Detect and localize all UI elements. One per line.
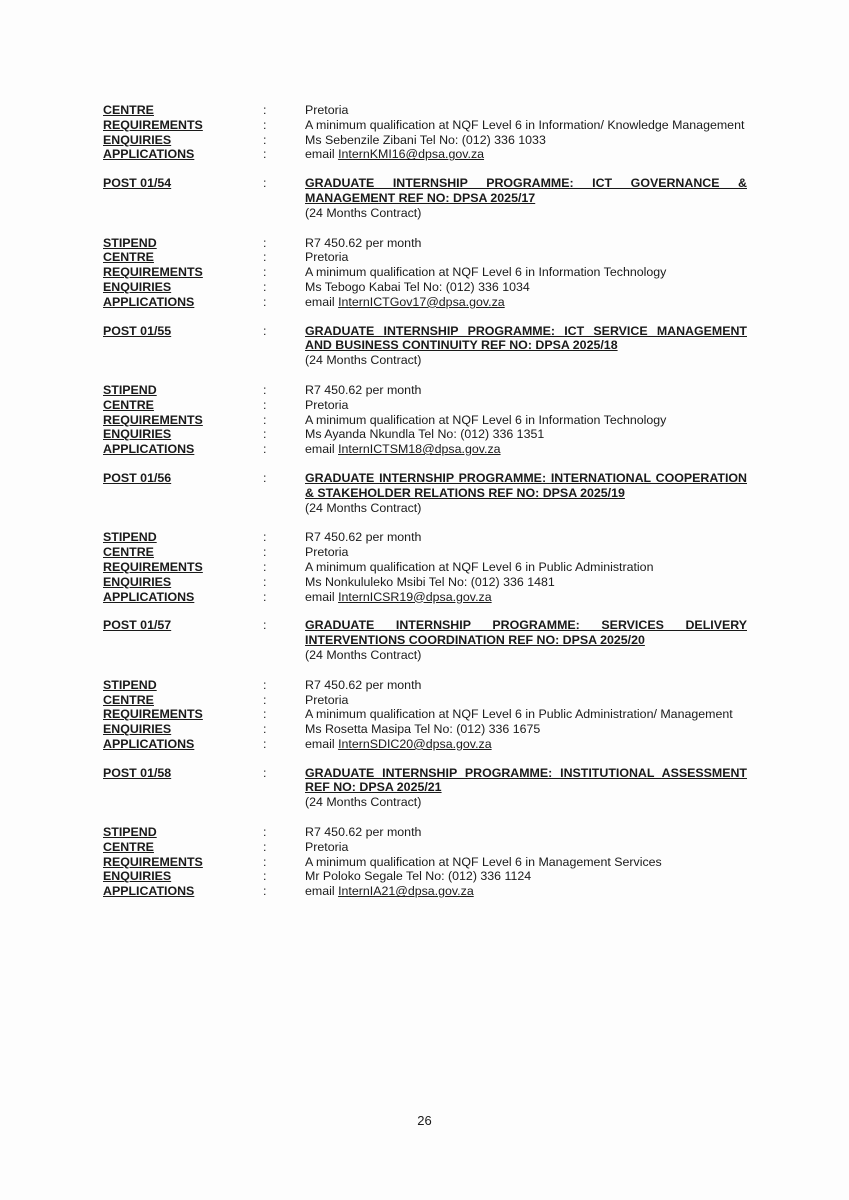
requirements-value: A minimum qualification at NQF Level 6 in Management Services	[305, 854, 662, 869]
requirements-label: REQUIREMENTS	[103, 559, 203, 574]
colon: :	[263, 839, 267, 854]
enquiries-row	[103, 722, 747, 737]
requirements-value: A minimum qualification at NQF Level 6 in Information Technology	[305, 412, 667, 427]
vacancy-listing	[103, 103, 747, 899]
post-title: GRADUATE INTERNSHIP PROGRAMME: SERVICES DELIVERY INTERVENTIONS COORDINATION REF NO: DPSA 2025/20	[305, 618, 747, 648]
page-number: 26	[417, 1113, 432, 1128]
centre-value: Pretoria	[305, 545, 349, 560]
email-prefix: email	[305, 736, 335, 751]
email-link[interactable]: InternIA21@dpsa.gov.za	[338, 884, 474, 899]
stipend-label: STIPEND	[103, 825, 157, 840]
centre-label: CENTRE	[103, 545, 154, 560]
centre-label: CENTRE	[103, 103, 154, 117]
centre-label: CENTRE	[103, 692, 154, 707]
applications-value	[305, 590, 747, 605]
colon: :	[263, 279, 267, 294]
stipend-value: R7 450.62 per month	[305, 382, 422, 397]
post-title-block	[305, 176, 747, 220]
colon: :	[263, 397, 267, 412]
posts-list	[103, 162, 747, 899]
colon: :	[263, 692, 267, 707]
enquiries-row	[103, 427, 747, 442]
applications-value	[305, 737, 747, 752]
post-title: GRADUATE INTERNSHIP PROGRAMME: ICT GOVERNANCE & MANAGEMENT REF NO: DPSA 2025/17	[305, 176, 747, 205]
requirements-row	[103, 265, 747, 280]
centre-row	[103, 840, 747, 855]
requirements-value: A minimum qualification at NQF Level 6 in Public Administration/ Management	[305, 707, 733, 722]
colon: :	[263, 235, 267, 250]
applications-value	[305, 295, 747, 310]
post-block	[103, 310, 747, 457]
stipend-value: R7 450.62 per month	[305, 235, 422, 250]
requirements-value: A minimum qualification at NQF Level 6 in Information Technology	[305, 265, 667, 280]
email-link[interactable]: InternICTSM18@dpsa.gov.za	[338, 442, 501, 457]
post-title: GRADUATE INTERNSHIP PROGRAMME: INSTITUTIONAL ASSESSMENT REF NO: DPSA 2025/21	[305, 765, 747, 795]
requirements-label: REQUIREMENTS	[103, 412, 203, 427]
requirements-row	[103, 560, 747, 575]
enquiries-label: ENQUIRIES	[103, 869, 172, 884]
stipend-label: STIPEND	[103, 382, 157, 397]
enquiries-label: ENQUIRIES	[103, 427, 172, 442]
centre-value: Pretoria	[305, 692, 349, 707]
applications-row	[103, 442, 747, 457]
post-header-row	[103, 618, 747, 662]
enquiries-value: Ms Tebogo Kabai Tel No: (012) 336 1034	[305, 279, 530, 294]
colon: :	[263, 677, 267, 692]
enquiries-label: ENQUIRIES	[103, 132, 172, 147]
enquiries-row	[103, 575, 747, 590]
applications-label: APPLICATIONS	[103, 294, 195, 309]
post-title: GRADUATE INTERNSHIP PROGRAMME: ICT SERVICE MANAGEMENT AND BUSINESS CONTINUITY REF NO: DPSA 2025/18	[305, 323, 747, 353]
colon: :	[263, 382, 267, 397]
stipend-value: R7 450.62 per month	[305, 530, 422, 545]
colon: :	[263, 470, 267, 485]
colon: :	[263, 442, 267, 457]
contract-note: (24 Months Contract)	[305, 795, 422, 810]
stipend-row	[103, 825, 747, 840]
post-block	[103, 604, 747, 751]
colon: :	[263, 884, 267, 899]
email-link[interactable]: InternICSR19@dpsa.gov.za	[338, 589, 492, 604]
stipend-row	[103, 678, 747, 693]
colon: :	[263, 265, 267, 280]
post-block	[103, 162, 747, 309]
post-label: POST 01/55	[103, 323, 172, 338]
applications-row	[103, 147, 747, 162]
applications-label: APPLICATIONS	[103, 736, 195, 751]
colon: :	[263, 294, 267, 309]
centre-label: CENTRE	[103, 250, 154, 265]
colon: :	[263, 132, 267, 147]
stipend-row	[103, 530, 747, 545]
centre-value: Pretoria	[305, 397, 349, 412]
post-label: POST 01/56	[103, 470, 172, 485]
colon: :	[263, 589, 267, 604]
post-title: GRADUATE INTERNSHIP PROGRAMME: INTERNATIONAL COOPERATION & STAKEHOLDER RELATIONS REF NO: DPSA 2025/19	[305, 470, 747, 500]
contract-note: (24 Months Contract)	[305, 500, 422, 515]
post-label: POST 01/57	[103, 618, 172, 633]
enquiries-row	[103, 869, 747, 884]
email-prefix: email	[305, 147, 335, 162]
applications-row	[103, 737, 747, 752]
centre-row	[103, 545, 747, 560]
requirements-value: A minimum qualification at NQF Level 6 in Information/ Knowledge Management	[305, 117, 745, 132]
requirements-label: REQUIREMENTS	[103, 707, 203, 722]
centre-value: Pretoria	[305, 250, 349, 265]
requirements-label: REQUIREMENTS	[103, 117, 203, 132]
colon: :	[263, 722, 267, 737]
colon: :	[263, 765, 267, 780]
post-block	[103, 752, 747, 899]
colon: :	[263, 427, 267, 442]
colon: :	[263, 618, 267, 633]
centre-value: Pretoria	[305, 103, 349, 117]
colon: :	[263, 147, 267, 162]
enquiries-value: Mr Poloko Segale Tel No: (012) 336 1124	[305, 869, 532, 884]
colon: :	[263, 825, 267, 840]
post-label: POST 01/54	[103, 176, 172, 191]
stipend-label: STIPEND	[103, 235, 157, 250]
colon: :	[263, 103, 267, 117]
requirements-label: REQUIREMENTS	[103, 265, 203, 280]
centre-value: Pretoria	[305, 839, 349, 854]
post-header-row	[103, 324, 747, 368]
contract-note: (24 Months Contract)	[305, 647, 422, 662]
stipend-label: STIPEND	[103, 530, 157, 545]
email-prefix: email	[305, 294, 335, 309]
colon: :	[263, 854, 267, 869]
post-header-row	[103, 766, 747, 810]
requirements-value: A minimum qualification at NQF Level 6 in Public Administration	[305, 559, 654, 574]
applications-label: APPLICATIONS	[103, 884, 195, 899]
contract-note: (24 Months Contract)	[305, 205, 422, 220]
enquiries-label: ENQUIRIES	[103, 279, 172, 294]
colon: :	[263, 559, 267, 574]
centre-label: CENTRE	[103, 397, 154, 412]
applications-row	[103, 590, 747, 605]
post-title-block	[305, 618, 747, 662]
centre-label: CENTRE	[103, 839, 154, 854]
applications-value	[305, 442, 747, 457]
requirements-row	[103, 707, 747, 722]
centre-row	[103, 693, 747, 708]
stipend-label: STIPEND	[103, 677, 157, 692]
post-title-block	[305, 471, 747, 515]
applications-label: APPLICATIONS	[103, 589, 195, 604]
colon: :	[263, 412, 267, 427]
colon: :	[263, 117, 267, 132]
colon: :	[263, 530, 267, 545]
colon: :	[263, 707, 267, 722]
colon: :	[263, 545, 267, 560]
stipend-row	[103, 236, 747, 251]
applications-label: APPLICATIONS	[103, 442, 195, 457]
email-prefix: email	[305, 589, 335, 604]
requirements-row	[103, 855, 747, 870]
applications-value	[305, 884, 747, 899]
colon: :	[263, 323, 267, 338]
email-link[interactable]: InternSDIC20@dpsa.gov.za	[338, 736, 492, 751]
enquiries-value: Ms Ayanda Nkundla Tel No: (012) 336 1351	[305, 427, 545, 442]
stipend-value: R7 450.62 per month	[305, 677, 422, 692]
enquiries-label: ENQUIRIES	[103, 574, 172, 589]
requirements-row	[103, 118, 747, 133]
colon: :	[263, 176, 267, 191]
applications-row	[103, 884, 747, 899]
post-label: POST 01/58	[103, 765, 172, 780]
colon: :	[263, 574, 267, 589]
email-link[interactable]: InternICTGov17@dpsa.gov.za	[338, 294, 505, 309]
post-header-row	[103, 471, 747, 515]
colon: :	[263, 250, 267, 265]
contract-note: (24 Months Contract)	[305, 353, 422, 368]
post-block	[103, 457, 747, 604]
enquiries-row	[103, 280, 747, 295]
applications-label: APPLICATIONS	[103, 147, 195, 162]
requirements-row	[103, 413, 747, 428]
enquiries-label: ENQUIRIES	[103, 722, 172, 737]
centre-row	[103, 398, 747, 413]
centre-row	[103, 250, 747, 265]
email-link[interactable]: InternKMI16@dpsa.gov.za	[338, 147, 485, 162]
colon: :	[263, 736, 267, 751]
post-title-block	[305, 324, 747, 368]
colon: :	[263, 869, 267, 884]
intro-details	[103, 103, 747, 162]
enquiries-row	[103, 133, 747, 148]
stipend-value: R7 450.62 per month	[305, 825, 422, 840]
centre-row	[103, 103, 747, 118]
requirements-label: REQUIREMENTS	[103, 854, 203, 869]
enquiries-value: Ms Rosetta Masipa Tel No: (012) 336 1675	[305, 722, 541, 737]
applications-value	[305, 147, 747, 162]
post-title-block	[305, 766, 747, 810]
stipend-row	[103, 383, 747, 398]
applications-row	[103, 295, 747, 310]
email-prefix: email	[305, 442, 335, 457]
enquiries-value: Ms Nonkululeko Msibi Tel No: (012) 336 1481	[305, 574, 555, 589]
email-prefix: email	[305, 884, 335, 899]
enquiries-value: Ms Sebenzile Zibani Tel No: (012) 336 1033	[305, 132, 546, 147]
post-header-row	[103, 176, 747, 220]
